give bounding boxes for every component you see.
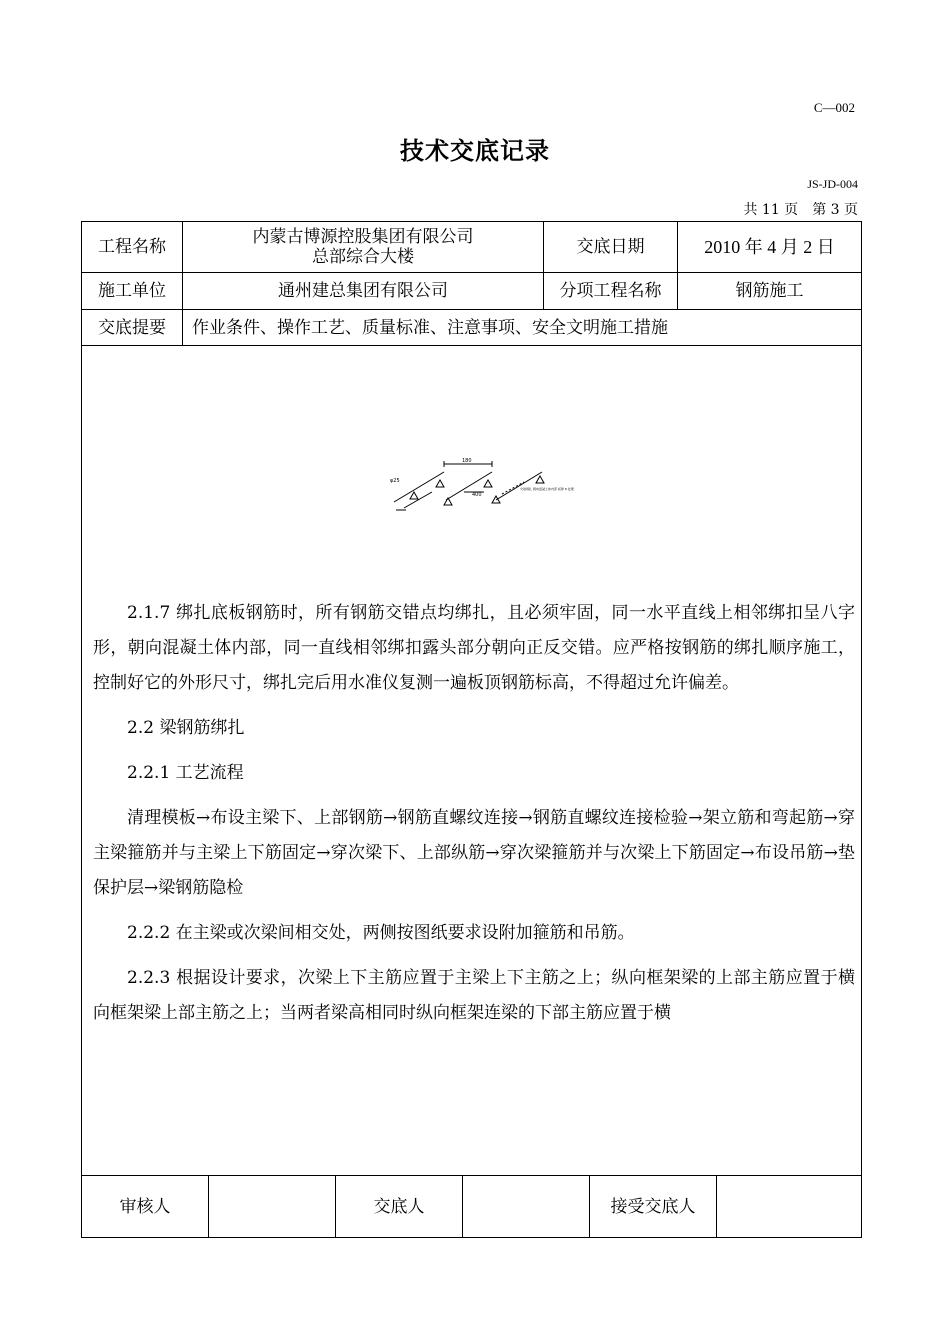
page-total: 共 11 页 <box>743 202 799 218</box>
receiver-label: 接受交底人 <box>610 1197 696 1217</box>
support-marker <box>536 476 544 483</box>
contractor-value: 通州建总集团有限公司 <box>278 281 448 301</box>
subitem-label: 分项工程名称 <box>559 281 662 301</box>
reviewer-label: 审核人 <box>119 1197 171 1217</box>
reviewer-signature-field[interactable] <box>209 1176 335 1238</box>
form-code: C—002 <box>813 100 855 115</box>
rebar-line <box>496 472 542 500</box>
paragraph: 清理模板→布设主梁下、上部钢筋→钢筋直螺纹连接→钢筋直螺纹连接检验→架立筋和弯起筋→穿主梁箍筋并与主梁上下筋固定→穿次梁下、上部纵筋→穿次梁箍筋并与次梁上下筋固定→布设吊筋→垫保护层→梁钢筋隐检 <box>93 808 855 898</box>
page-info <box>700 199 858 219</box>
disclosure-date-label: 交底日期 <box>576 237 645 257</box>
page-current: 第 3 页 <box>812 202 858 218</box>
dimension-top-label: 180 <box>462 458 472 464</box>
rebar-label-right: 交错绑扎 朝向混凝土体内部 板厚 8 处理 <box>520 487 574 491</box>
summary-label: 交底提要 <box>98 317 166 338</box>
paragraph: 2.2.2 在主梁或次梁间相交处，两侧按图纸要求设附加箍筋和吊筋。 <box>127 923 635 943</box>
dimension-mid-label: 400 <box>472 492 482 498</box>
disclosure-content <box>93 596 855 1041</box>
paragraph: 2.2 梁钢筋绑扎 <box>127 718 245 738</box>
paragraph: 2.2.1 工艺流程 <box>127 763 244 783</box>
row-divider <box>81 345 862 346</box>
rebar-label-left: φ25 <box>390 478 400 484</box>
discloser-label: 交底人 <box>373 1197 425 1217</box>
subitem-value: 钢筋施工 <box>735 281 804 301</box>
paragraph: 2.2.3 根据设计要求，次梁上下主筋应置于主梁上下主筋之上；纵向框架梁的上部主筋应置于横向框架梁上部主筋之上；当两者梁高相同时纵向框架连梁的下部主筋应置于横 <box>93 968 855 1023</box>
support-marker <box>484 480 492 487</box>
support-marker <box>410 492 418 499</box>
paragraph: 2.1.7 绑扎底板钢筋时，所有钢筋交错点均绑扎，且必须牢固，同一水平直线上相邻绑扣呈八字形，朝向混凝土体内部，同一直线相邻绑扣露头部分朝向正反交错。应严格按钢筋的绑扎顺序施工，控制好它的外形尺寸，绑扎完后用水准仪复测一遍板顶钢筋标高，不得超过允许偏差。 <box>93 603 855 693</box>
summary-value: 作业条件、操作工艺、质量标准、注意事项、安全文明施工措施 <box>192 317 668 338</box>
rebar-tying-diagram <box>384 456 616 518</box>
rebar-line <box>404 492 432 508</box>
project-name-line2: 总部综合大楼 <box>312 247 414 267</box>
page-title: 技术交底记录 <box>400 137 550 165</box>
disclosure-date-value: 2010 年 4 月 2 日 <box>704 237 835 257</box>
project-name-line1: 内蒙古博源控股集团有限公司 <box>252 227 474 247</box>
discloser-signature-field[interactable] <box>463 1176 589 1238</box>
project-name-label: 工程名称 <box>98 237 166 257</box>
document-code: JS-JD-004 <box>807 177 858 191</box>
receiver-signature-field[interactable] <box>717 1176 861 1238</box>
project-name-value <box>183 222 543 272</box>
contractor-label: 施工单位 <box>98 281 166 301</box>
support-marker <box>436 480 444 487</box>
